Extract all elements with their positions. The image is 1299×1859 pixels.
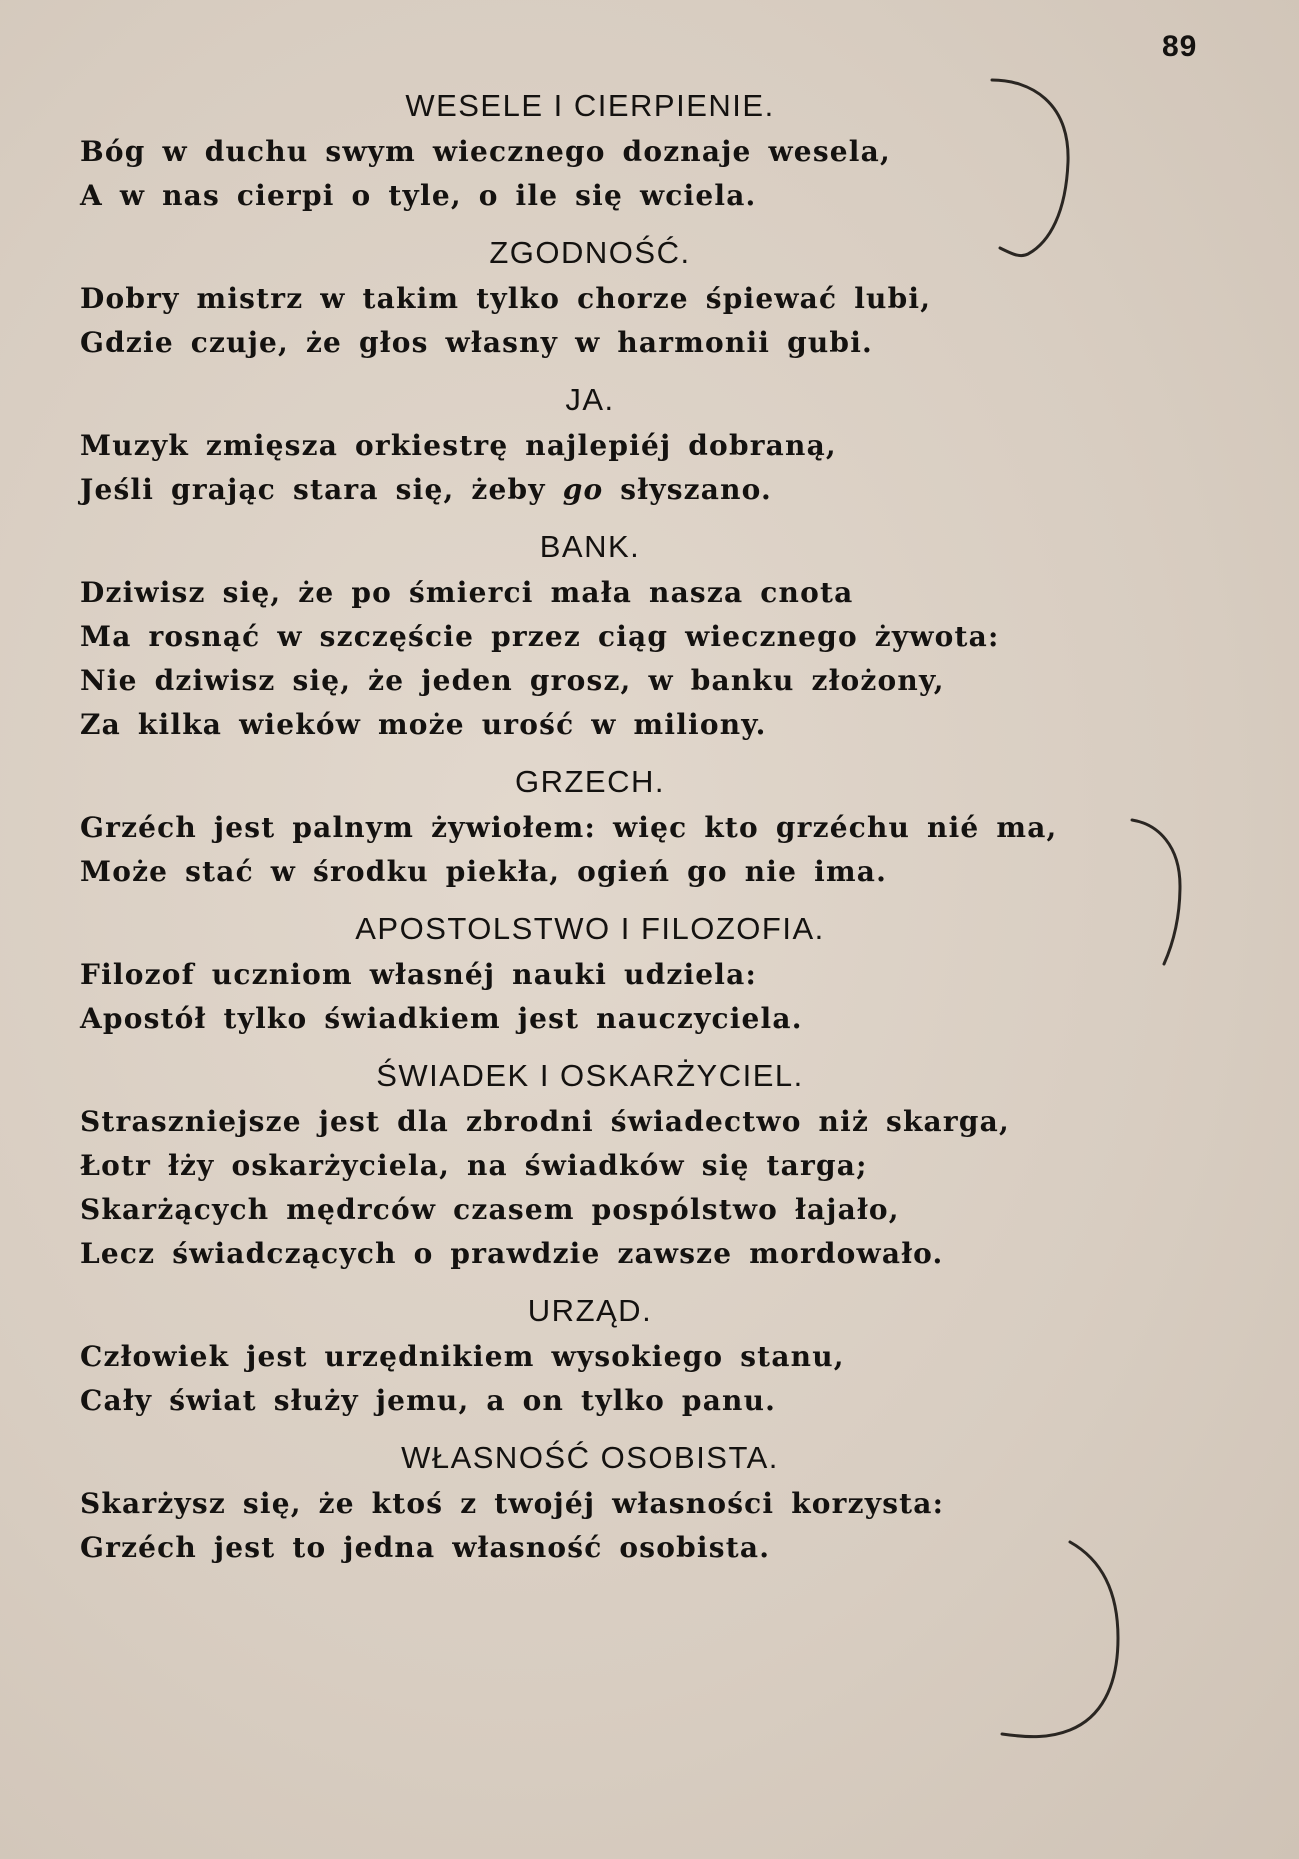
verse-line: Za kilka wieków może urość w miliony. <box>80 708 767 741</box>
verse-italic-word: go <box>562 473 604 506</box>
verse-line: Dobry mistrz w takim tylko chorze śpiewać lubi, <box>80 282 932 315</box>
verse-line: Straszniejsze jest dla zbrodni świadectwo niż skarga, <box>80 1105 1010 1138</box>
verse-segment: Jeśli grając stara się, żeby <box>80 473 563 506</box>
section-urzad <box>80 1291 1100 1423</box>
verse-line: Skarżących mędrców czasem pospólstwo łajało, <box>80 1193 900 1226</box>
verse-line: Grzéch jest to jedna własność osobista. <box>80 1531 771 1564</box>
section-title: URZĄD. <box>527 1293 653 1328</box>
verse-line: Łotr łży oskarżyciela, na świadków się targa; <box>80 1149 868 1182</box>
section-title: WŁASNOŚĆ OSOBISTA. <box>401 1440 779 1475</box>
verse-line: Grzéch jest palnym żywiołem: więc kto grzéchu nié ma, <box>80 811 1058 844</box>
verse-line: Cały świat służy jemu, a on tylko panu. <box>80 1384 777 1417</box>
section-title: WESELE I CIERPIENIE. <box>405 88 775 123</box>
poem-content <box>80 86 1100 1570</box>
verse-line: Apostół tylko świadkiem jest nauczyciela. <box>80 1002 803 1035</box>
verse-line: Ma rosnąć w szczęście przez ciąg wiecznego żywota: <box>80 620 1000 653</box>
section-apostolstwo <box>80 909 1100 1041</box>
verse-line <box>80 468 1100 512</box>
section-wesele <box>80 86 1100 218</box>
section-title: JA. <box>565 382 615 417</box>
page-number: 89 <box>1162 30 1198 63</box>
section-title: APOSTOLSTWO I FILOZOFIA. <box>355 911 825 946</box>
verse-line: Człowiek jest urzędnikiem wysokiego stanu, <box>80 1340 845 1373</box>
section-title: BANK. <box>539 529 641 564</box>
verse-line: A w nas cierpi o tyle, o ile się wciela. <box>80 179 757 212</box>
verse-line: Filozof uczniom własnéj nauki udziela: <box>80 958 758 991</box>
verse-line: Nie dziwisz się, że jeden grosz, w banku złożony, <box>80 664 945 697</box>
section-title: ŚWIADEK I OSKARŻYCIEL. <box>376 1058 804 1093</box>
section-zgodnosc <box>80 233 1100 365</box>
section-grzech <box>80 762 1100 894</box>
section-bank <box>80 527 1100 747</box>
verse-line: Bóg w duchu swym wiecznego doznaje wesela, <box>80 135 891 168</box>
verse-line: Może stać w środku piekła, ogień go nie ima. <box>80 855 888 888</box>
verse-line: Gdzie czuje, że głos własny w harmonii gubi. <box>80 326 873 359</box>
verse-line: Muzyk zmięsza orkiestrę najlepiéj dobraną, <box>80 429 837 462</box>
verse-line: Dziwisz się, że po śmierci mała nasza cnota <box>80 576 854 609</box>
section-swiadek <box>80 1056 1100 1276</box>
section-ja <box>80 380 1100 512</box>
section-title: GRZECH. <box>515 764 665 799</box>
section-wlasnosc <box>80 1438 1100 1570</box>
pencil-bracket-icon <box>1128 816 1208 976</box>
verse-line: Lecz świadczących o prawdzie zawsze mordowało. <box>80 1237 944 1270</box>
verse-segment: słyszano. <box>603 473 773 506</box>
verse-line: Skarżysz się, że ktoś z twojéj własności korzysta: <box>80 1487 945 1520</box>
section-title: ZGODNOŚĆ. <box>489 235 691 270</box>
